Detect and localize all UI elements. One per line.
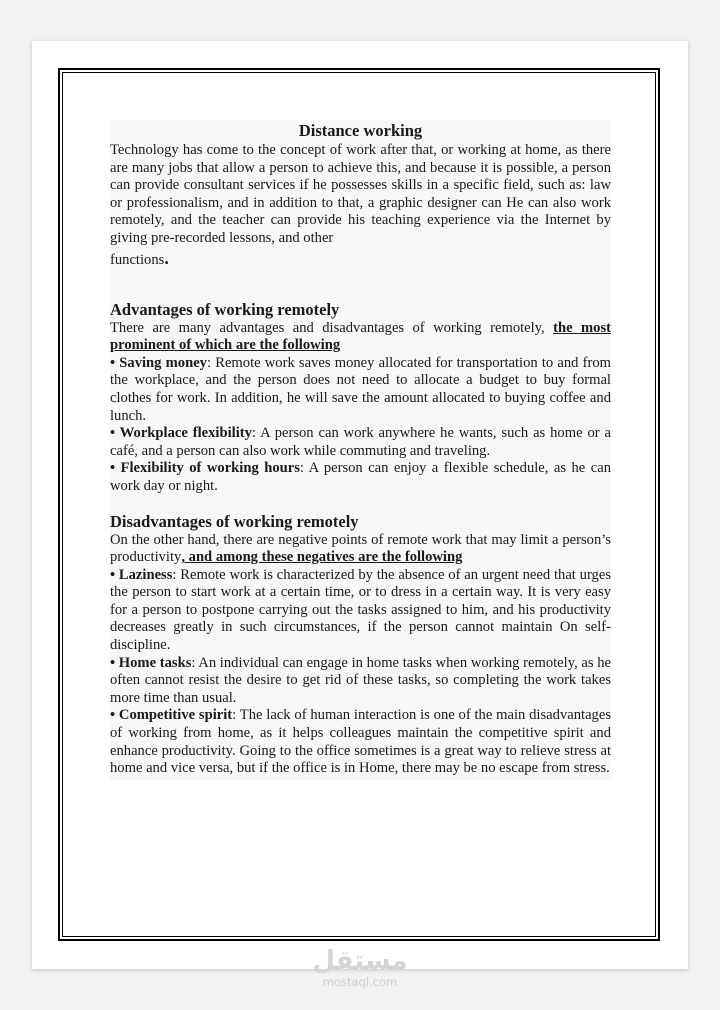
watermark (290, 946, 430, 989)
advantage-item-workplace-flexibility (110, 425, 611, 460)
disadvantage-item-competitive-spirit (110, 707, 611, 777)
advantage-item-saving-money (110, 355, 611, 425)
advantage-text: : A person can enjoy a flexible schedule, as he can work day or night. (110, 460, 611, 494)
disadvantage-text: : Remote work is characterized by the absence of an urgent need that urges the person to start work at a certain time, or to dress in a certain way. It is very easy for a person to postpone carrying out the tasks assigned to him, and his productivity decreases greatly in such circumstances, if the person cannot maintain On self-discipline. (110, 566, 611, 654)
disadvantages-heading: Disadvantages of working remotely (110, 511, 359, 531)
disadvantage-text: : The lack of human interaction is one of the main disadvantages of working from home, as it helps colleagues maintain the competitive spirit and enhance productivity. Going to the office sometimes is a great way to relieve stress at home and vice versa, but if the office is in Home, there may be no escape from stress. (110, 707, 611, 777)
disadvantages-lead-emphasis: , and among these negatives are the following (181, 549, 463, 566)
advantages-lead-text: There are many advantages and disadvantages of working remotely, (110, 319, 554, 336)
advantage-term: • Workplace flexibility (110, 425, 252, 442)
advantage-text: : A person can work anywhere he wants, such as home or a café, and a person can also work while commuting and traveling. (110, 425, 611, 459)
advantage-text: : Remote work saves money allocated for transportation to and from the workplace, and the person does not need to allocate a budget to buy formal clothes for work. In addition, he will save the amount allocated to buying coffee and lunch. (110, 354, 611, 424)
intro-tail (110, 248, 611, 270)
disadvantage-item-laziness (110, 567, 611, 655)
disadvantage-text: : An individual can engage in home tasks when working remotely, as he often cannot resist the desire to get rid of these tasks, so completing the work takes more time than usual. (110, 654, 611, 706)
advantages-heading: Advantages of working remotely (110, 299, 340, 319)
disadvantages-lead-text: On the other hand, there are negative points of remote work that may limit a person’s productivity (110, 531, 611, 566)
advantage-item-flexible-hours (110, 460, 611, 495)
document-title: Distance working (298, 121, 423, 140)
intro-tail-period: . (164, 247, 169, 268)
advantage-term: • Flexibility of working hours (110, 460, 300, 477)
intro-tail-word: functions (110, 251, 165, 268)
advantages-lead-emphasis: the most prominent of which are the following (110, 319, 611, 354)
watermark-logo: مستقل (312, 946, 408, 976)
document-body (110, 120, 611, 780)
disadvantage-term: • Laziness (110, 566, 173, 583)
disadvantage-term: • Home tasks (110, 654, 192, 671)
advantage-term: • Saving money (110, 354, 207, 371)
advantages-lead (110, 320, 611, 355)
disadvantage-term: • Competitive spirit (110, 707, 233, 724)
disadvantage-item-home-tasks (110, 655, 611, 708)
watermark-url: mostaql.com (322, 975, 398, 989)
intro-paragraph: Technology has come to the concept of work after that, or working at home, as there are many jobs that allow a person to achieve this, and because it is possible, a person can provide consultant services if he possesses skills in a specific field, such as: law or professionalism, and in addition to that, a graphic designer can He can also work remotely, and the teacher can provide his teaching experience via the Internet by giving pre-recorded lessons, and other (110, 142, 611, 246)
disadvantages-lead (110, 532, 611, 567)
